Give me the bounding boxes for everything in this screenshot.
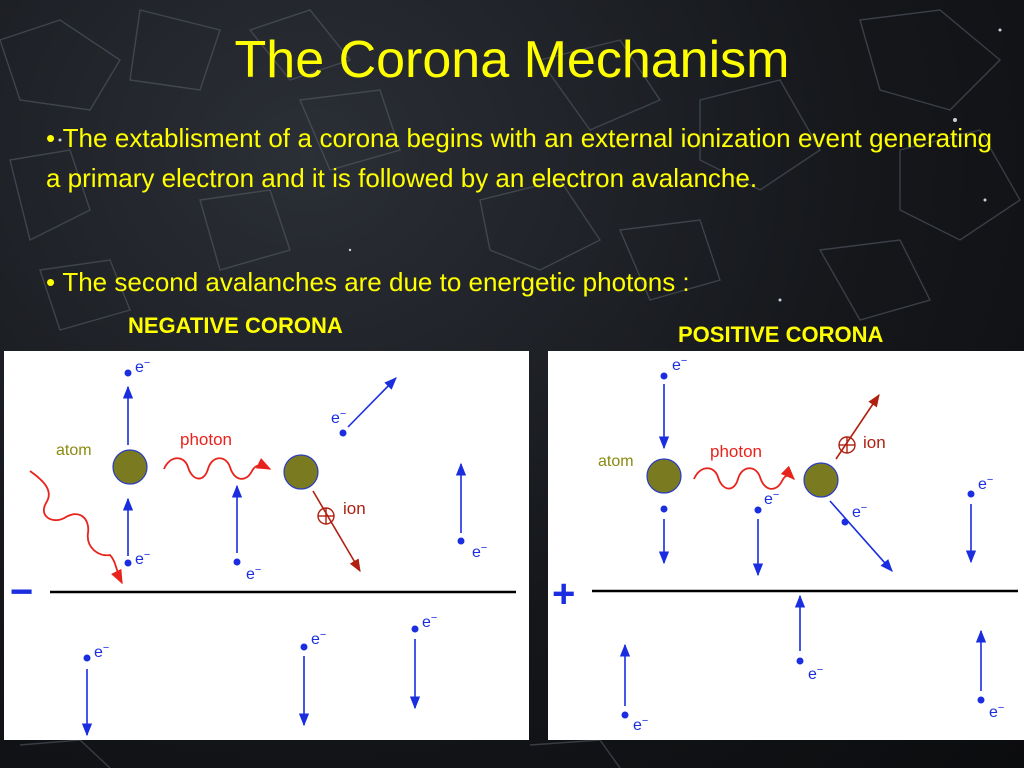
electron-sup: −: [143, 549, 151, 561]
electron-sup: −: [480, 542, 488, 554]
svg-text:e−: [135, 357, 150, 376]
ion-label: ion: [343, 499, 366, 518]
electron: [797, 658, 824, 684]
photon-wave: [164, 458, 270, 479]
slide-title: The Corona Mechanism: [234, 31, 790, 89]
svg-text:e−: [246, 564, 261, 583]
svg-text:e−: [311, 629, 326, 648]
photon-wave: [30, 471, 122, 583]
electron-label: e: [852, 504, 861, 521]
atom-label: atom: [56, 442, 92, 459]
atom: [804, 463, 838, 497]
electron-label: e: [672, 357, 681, 374]
electron-sup: −: [860, 502, 868, 514]
atom: [284, 455, 318, 489]
electron: [622, 712, 649, 735]
bullet-marker: •: [46, 123, 56, 153]
electron: [125, 357, 151, 377]
electron: [661, 506, 668, 513]
positive-corona-diagram: [548, 351, 1024, 740]
electron-sup: −: [430, 612, 438, 624]
atom-label: atom: [598, 453, 634, 470]
svg-text:e−: [672, 355, 687, 374]
electron-label: e: [764, 491, 773, 508]
electron-sup: −: [641, 715, 649, 727]
electron: [661, 355, 688, 380]
electron: [978, 697, 1005, 722]
electron-label: e: [633, 717, 642, 734]
svg-text:e−: [331, 408, 346, 427]
electron: [331, 408, 347, 437]
electron-sup: −: [102, 642, 110, 654]
photon-wave: [694, 468, 794, 489]
svg-text:e−: [472, 542, 487, 561]
electron-arrow: [348, 378, 396, 427]
electron: [84, 642, 110, 662]
electron: [234, 559, 262, 584]
atom: [113, 450, 147, 484]
electron-label: e: [135, 551, 144, 568]
svg-text:e−: [633, 715, 648, 734]
cathode-sign: −: [10, 570, 34, 614]
electron-label: e: [331, 410, 340, 427]
ion-label: ion: [863, 433, 886, 452]
svg-text:e−: [422, 612, 437, 631]
svg-text:e−: [852, 502, 867, 521]
electron-label: e: [94, 644, 103, 661]
svg-text:e−: [135, 549, 150, 568]
electron: [755, 489, 780, 514]
electron-sup: −: [339, 408, 347, 420]
electron-sup: −: [986, 474, 994, 486]
svg-text:e−: [989, 702, 1004, 721]
svg-text:e−: [808, 664, 823, 683]
bullet-1: [46, 118, 992, 198]
bullet-1-text: The extablisment of a corona begins with an external ionization event generating a primary electron and it is followed by an electron avalanche.: [46, 123, 992, 193]
electron: [412, 612, 438, 633]
electron: [301, 629, 327, 651]
electron-label: e: [311, 631, 320, 648]
electron-sup: −: [680, 355, 688, 367]
electron-label: e: [422, 614, 431, 631]
bullet-marker: •: [46, 267, 56, 297]
electron-sup: −: [772, 489, 780, 501]
photon-label: photon: [180, 430, 232, 449]
electron-sup: −: [254, 564, 262, 576]
atom: [647, 459, 681, 493]
electron: [968, 474, 994, 498]
svg-text:e−: [94, 642, 109, 661]
svg-text:e−: [978, 474, 993, 493]
electron: [458, 538, 488, 562]
bullet-2: [46, 262, 992, 302]
positive-corona-label: POSITIVE CORONA: [678, 322, 884, 347]
electron-label: e: [472, 544, 481, 561]
electron-label: e: [808, 666, 817, 683]
electron: [842, 502, 868, 526]
electron-sup: −: [816, 664, 824, 676]
electron-sup: −: [319, 629, 327, 641]
anode-sign: +: [552, 572, 576, 616]
photon-label: photon: [710, 442, 762, 461]
electron-sup: −: [997, 702, 1005, 714]
negative-corona-diagram: [4, 351, 529, 740]
electron-label: e: [989, 704, 998, 721]
electron-sup: −: [143, 357, 151, 369]
svg-text:e−: [764, 489, 779, 508]
electron-label: e: [135, 359, 144, 376]
electron-label: e: [978, 476, 987, 493]
negative-corona-label: NEGATIVE CORONA: [128, 313, 343, 338]
bullet-2-text: The second avalanches are due to energetic photons :: [62, 267, 690, 297]
electron-label: e: [246, 566, 255, 583]
